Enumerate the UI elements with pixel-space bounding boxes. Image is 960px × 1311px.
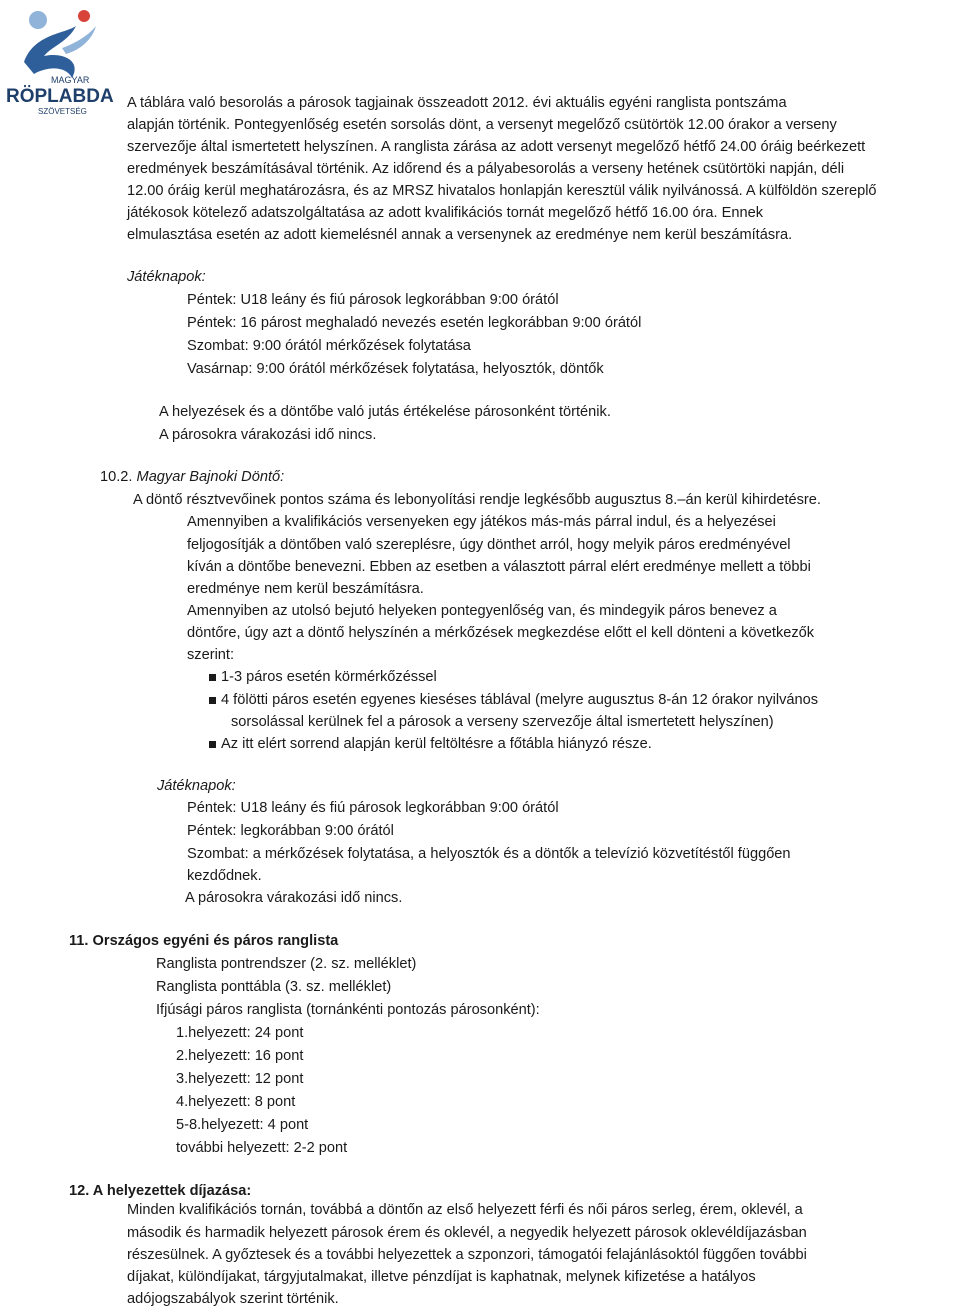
- points-item: 2.helyezett: 16 pont: [176, 1048, 304, 1064]
- schedule-item: Péntek: U18 leány és fiú párosok legkorábban 9:00 órától: [187, 292, 559, 308]
- paragraph-line: szerint:: [187, 647, 235, 663]
- points-item: 4.helyezett: 8 pont: [176, 1094, 296, 1110]
- logo-line-2: RÖPLABDA: [6, 86, 114, 107]
- square-bullet-icon: [209, 697, 216, 704]
- schedule-note: A párosokra várakozási idő nincs.: [159, 427, 377, 443]
- logo-line-3: SZÖVETSÉG: [38, 107, 87, 116]
- bullet-text: 4 fölötti páros esetén egyenes kieséses táblával (melyre augusztus 8-án 12 órakor nyilvános: [221, 692, 819, 708]
- ranking-item: Ranglista ponttábla (3. sz. melléklet): [156, 979, 392, 995]
- square-bullet-icon: [209, 674, 216, 681]
- logo-line-1: MAGYAR: [51, 75, 90, 85]
- section-intro: A döntő résztvevőinek pontos száma és lebonyolítási rendje legkésőbb augusztus 8.–án kerül kihirdetésre.: [133, 492, 821, 508]
- section-title: Magyar Bajnoki Döntő:: [136, 469, 285, 485]
- bullet-text: Az itt elért sorrend alapján kerül feltöltésre a főtábla hiányzó része.: [221, 736, 652, 752]
- intro-line: 12.00 óráig kerül meghatározásra, és az MRSZ hivatalos honlapján keresztül válik nyilvánossá. A külföldön szereplő: [127, 183, 877, 199]
- intro-line: játékosok kötelező adatszolgáltatása az adott kvalifikációs tornát megelőző hétfő 16.00 óra. Ennek: [127, 205, 764, 221]
- ranking-item: Ranglista pontrendszer (2. sz. melléklet): [156, 956, 417, 972]
- paragraph-line: Amennyiben az utolsó bejutó helyeken pontegyenlőség van, és mindegyik páros benevez a: [187, 603, 777, 619]
- intro-line: alapján történik. Pontegyenlőség esetén sorsolás dönt, a versenyt megelőző csütörtök 12.00 órakor a verseny: [127, 117, 837, 133]
- intro-line: eredmények beszámításával történik. Az időrend és a pályabesorolás a verseny hetének csütörtöki napján, déli: [127, 161, 845, 177]
- schedule-item: Vasárnap: 9:00 órától mérkőzések folytatása, helyosztók, döntők: [187, 361, 604, 377]
- schedule-item: A párosokra várakozási idő nincs.: [185, 890, 403, 906]
- paragraph-line: feljogosítják a döntőben való szereplésre, úgy dönthet arról, hogy melyik páros eredményével: [187, 537, 791, 553]
- mrsz-logo: [4, 4, 124, 116]
- points-item: 1.helyezett: 24 pont: [176, 1025, 304, 1041]
- award-line: részesülnek. A győztesek és a további helyezettek a szponzori, támogatói felajánlásoktól függően további: [127, 1247, 807, 1263]
- section-heading: [100, 466, 284, 489]
- paragraph-line: Amennyiben a kvalifikációs versenyeken egy játékos más-más párral indul, és a helyezései: [187, 514, 776, 530]
- paragraph-line: eredménye nem kerül beszámításra.: [187, 581, 424, 597]
- schedule-heading: Játéknapok:: [127, 269, 206, 285]
- bullet-text: 1-3 páros esetén körmérkőzéssel: [221, 669, 437, 685]
- intro-line: elmulasztása esetén az adott kiemelésnél annak a versenynek az eredménye nem kerül beszámításra.: [127, 227, 793, 243]
- award-line: adójogszabályok szerint történik.: [127, 1291, 339, 1307]
- schedule-item: Péntek: U18 leány és fiú párosok legkorábban 9:00 órától: [187, 800, 559, 816]
- volleyball-player-logo-icon: [4, 4, 124, 116]
- award-line: második és harmadik helyezett párosok érem és oklevél, a negyedik helyezett párosok oklevéldíjazásban: [127, 1225, 807, 1241]
- schedule-note: A helyezések és a döntőbe való jutás értékelése párosonként történik.: [159, 404, 611, 420]
- bullet-text-continuation: sorsolással kerülnek fel a párosok a verseny szervezője által ismertetett helyszínen): [231, 714, 774, 730]
- schedule-item: Szombat: 9:00 órától mérkőzések folytatása: [187, 338, 471, 354]
- schedule-item: Péntek: legkorábban 9:00 órától: [187, 823, 394, 839]
- section-title: 11. Országos egyéni és páros ranglista: [69, 933, 339, 949]
- bullet-item: [209, 733, 652, 756]
- schedule-item: kezdődnek.: [187, 868, 262, 884]
- points-item: további helyezett: 2-2 pont: [176, 1140, 348, 1156]
- schedule-item: Péntek: 16 párost meghaladó nevezés esetén legkorábban 9:00 órától: [187, 315, 642, 331]
- paragraph-line: döntőre, úgy azt a döntő helyszínén a mérkőzések megkezdése előtt el kell dönteni a következők: [187, 625, 815, 641]
- paragraph-line: kíván a döntőbe benevezni. Ebben az esetben a választott párral elért eredménye mellett a többi: [187, 559, 811, 575]
- award-line: Minden kvalifikációs tornán, továbbá a döntőn az első helyezett férfi és női páros serleg, érem, oklevél, a: [127, 1202, 803, 1218]
- points-item: 3.helyezett: 12 pont: [176, 1071, 304, 1087]
- intro-line: szervezője által ismertetett helyszínen. A ranglista zárása az adott versenyt megelőző hétfő 24.00 óráig beérkezett: [127, 139, 866, 155]
- intro-line: A táblára való besorolás a párosok tagjainak összeadott 2012. évi aktuális egyéni ranglista pontszáma: [127, 95, 787, 111]
- bullet-item: [209, 666, 437, 689]
- award-line: díjakat, különdíjakat, tárgyjutalmakat, illetve pénzdíjat is kaphatnak, melynek kifizetése a hatályos: [127, 1269, 756, 1285]
- schedule-item: Szombat: a mérkőzések folytatása, a helyosztók és a döntők a televízió közvetítéstől függően: [187, 846, 791, 862]
- bullet-item: [209, 689, 818, 712]
- ranking-item: Ifjúsági páros ranglista (tornánkénti pontozás párosonként):: [156, 1002, 540, 1018]
- points-item: 5-8.helyezett: 4 pont: [176, 1117, 309, 1133]
- schedule-heading: Játéknapok:: [157, 778, 236, 794]
- section-title: 12. A helyezettek díjazása:: [69, 1183, 252, 1199]
- section-number: 10.2.: [100, 469, 133, 485]
- square-bullet-icon: [209, 741, 216, 748]
